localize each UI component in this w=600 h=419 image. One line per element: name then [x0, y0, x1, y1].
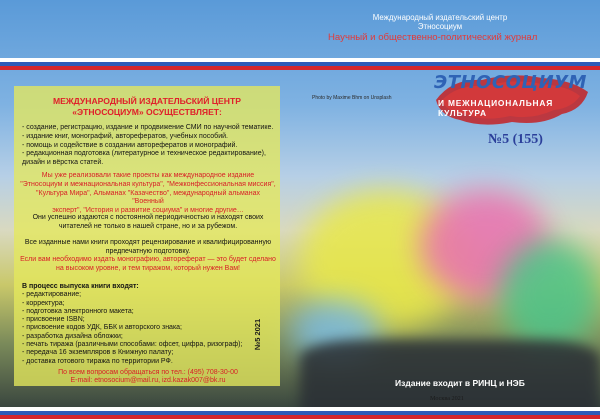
- services-item: - издание книг, монографий, авторефератов, учебных пособий.: [22, 132, 228, 140]
- indexing-note: Издание входит в РИНЦ и НЭБ: [395, 378, 525, 388]
- panel-heading-line: «ЭТНОСОЦИУМ» ОСУЩЕСТВЛЯЕТ:: [72, 107, 222, 117]
- panel-heading: [14, 96, 280, 118]
- services-item: - создание, регистрацию, издание и продвижение СМИ по научной тематике.: [22, 124, 274, 131]
- city-year: Москва 2021: [430, 395, 464, 402]
- process-item: - редактирование;: [22, 291, 82, 299]
- projects-line: эксперт", "История и развитие социума" и многие другие…: [52, 207, 244, 215]
- logo-title: ЭТНОСОЦИУМ: [434, 72, 587, 93]
- services-item: дизайн и вёрстка статей.: [22, 159, 104, 167]
- projects-paragraph: [20, 172, 276, 216]
- book-process-list: [22, 283, 278, 366]
- process-item: - печать тиража (различными способами: офсет, цифра, ризограф);: [22, 341, 243, 349]
- publisher-center-line: Этносоциум: [417, 22, 463, 31]
- projects-line: "Культура Мира", Альманах "Казачество", международный альманах "Военный: [36, 189, 260, 206]
- periodicity-line: читателей не только в нашей стране, но и за рубежом.: [58, 222, 238, 230]
- process-item: - передача 16 экземпляров в Книжную палату;: [22, 349, 174, 357]
- review-paragraph: [20, 239, 276, 257]
- process-item: - разработка дизайна обложки;: [22, 332, 123, 340]
- process-item: - присвоение кодов УДК, ББК и авторского знака;: [22, 324, 183, 332]
- contacts-block: [20, 369, 276, 386]
- green-powder-cloud: [500, 240, 600, 350]
- services-item: - редакционная подготовка (литературное и техническое редактирование),: [22, 150, 266, 158]
- process-item: - доставка готового тиража по территории РФ.: [22, 357, 173, 365]
- photo-credit: Photo by Maxime Bhm on Unsplash: [312, 95, 392, 101]
- spine-issue-year: №5 2021: [253, 318, 263, 351]
- projects-line: "Этносоциум и межнациональная культура", "Межконфессиональная миссия",: [20, 180, 276, 188]
- review-line: предпечатную подготовку.: [105, 247, 191, 255]
- process-title: В процесс выпуска книги входят:: [22, 283, 139, 290]
- periodicity-paragraph: [20, 214, 276, 232]
- flag-stripe-red-bottom: [0, 415, 600, 419]
- publisher-center-name: [360, 13, 520, 31]
- offer-line: Если вам необходимо издать монографию, автореферат — это будет сделано: [20, 256, 276, 263]
- offer-line: на высоком уровне, и тем тиражом, который нужен Вам!: [56, 264, 240, 272]
- publisher-center-line: Международный издательский центр: [372, 13, 508, 22]
- panel-heading-line: МЕЖДУНАРОДНЫЙ ИЗДАТЕЛЬСКИЙ ЦЕНТР: [53, 96, 241, 106]
- logo-tagline: И МЕЖНАЦИОНАЛЬНАЯ КУЛЬТУРА: [438, 98, 554, 118]
- services-list: [22, 124, 278, 168]
- process-item: - подготовка электронного макета;: [22, 307, 134, 315]
- review-line: Все изданные нами книги проходят рецензирование и квалифицированную: [24, 239, 272, 246]
- projects-line: Мы уже реализовали такие проекты как международное издание: [41, 172, 255, 179]
- process-item: - присвоение ISBN;: [22, 316, 85, 324]
- journal-subtitle: Научный и общественно-политический журнал: [328, 32, 538, 43]
- issue-number: №5 (155): [488, 132, 543, 147]
- periodicity-line: Они успешно издаются с постоянной периодичностью и находят своих: [32, 214, 264, 221]
- offer-paragraph: [20, 256, 276, 274]
- contact-email: E-mail: etnosocium@mail.ru, izd.kazak007@bk.ru: [70, 377, 226, 385]
- contact-phone: По всем вопросам обращаться по тел.: (495) 708-30-00: [58, 369, 238, 376]
- process-item: - корректура;: [22, 299, 65, 307]
- services-item: - помощь и содействие в создании авторефератов и монографий.: [22, 141, 238, 149]
